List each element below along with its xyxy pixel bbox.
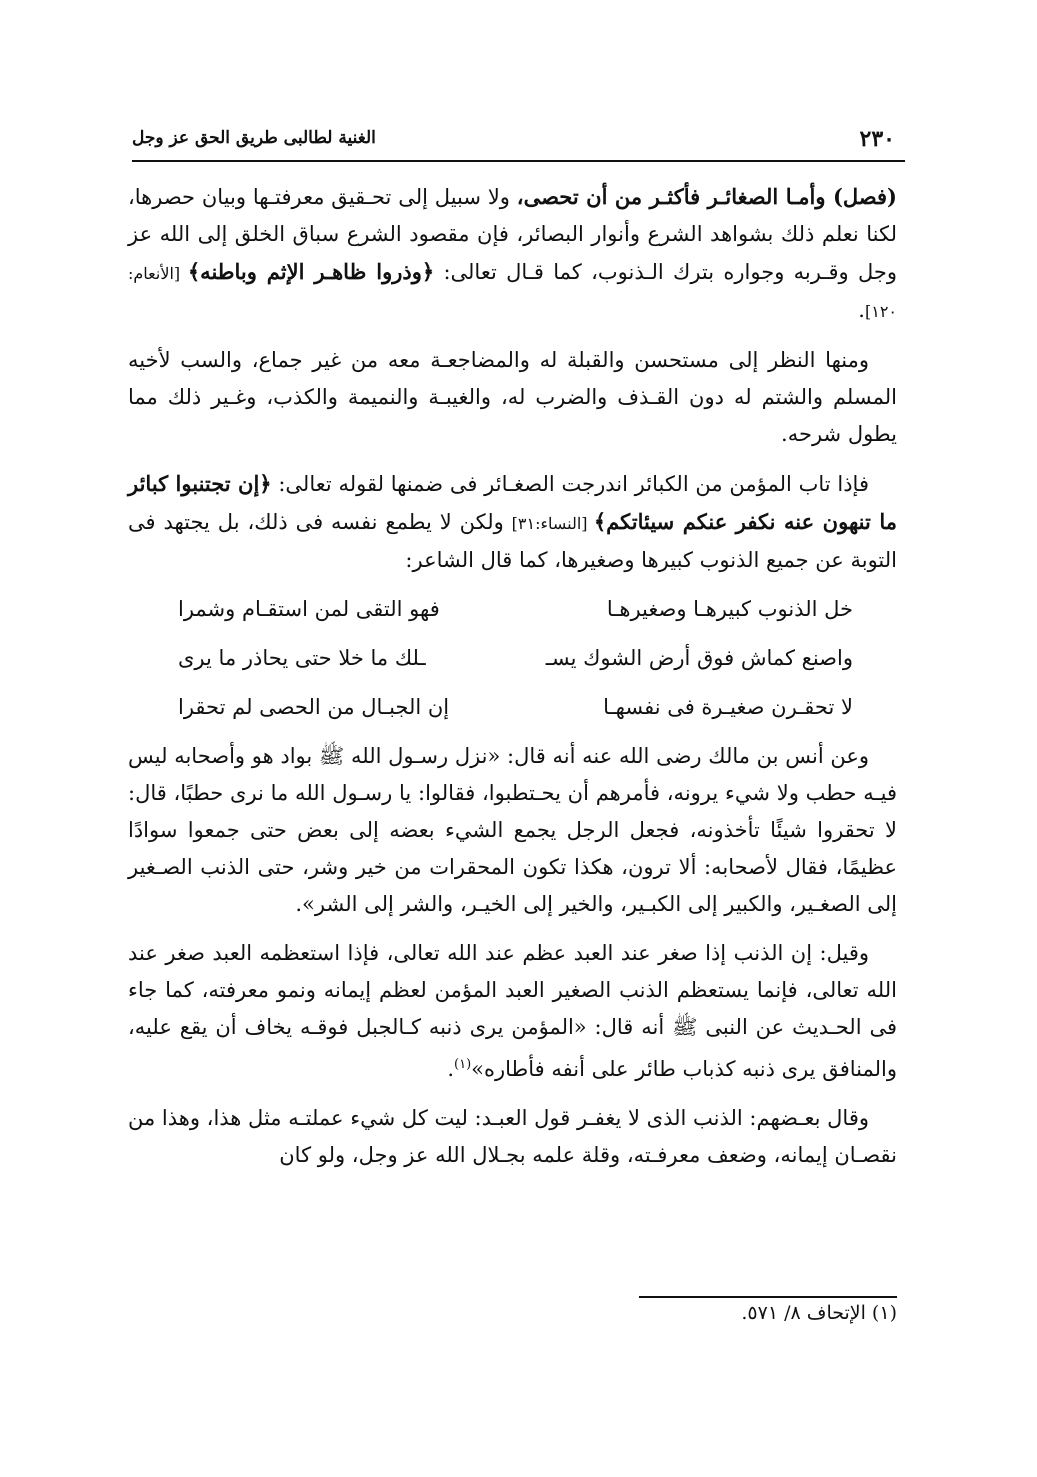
paragraph-hadith-anas: وعن أنس بن مالك رضى الله عنه أنه قال: «نزل رسـول الله ﷺ بواد هو وأصحابه ليس فيـه حطب ولا شيء يرونه، فأمرهم أن يحـتطبوا، فقالوا: يا رسـول الله ما نرى حطبًا، قال: لا تحقروا شيئًا تأخذونه، فجعل الرجل يجمع الشيء بعضه إلى بعض حتى جمعوا سوادًا عظيمًا، فقال لأصحابه: ألا ترون، هكذا تكون المحقرات من خير وشر، حتى الذنب الصـغير إلى الصغـير، والكبير إلى الكبـير، والخير إلى الخيـر، والشر إلى الشر». [128, 744, 897, 916]
verse-first-hemistich: واصنع كماش فوق أرض الشوك يسـ [545, 646, 853, 670]
verse-second-hemistich: إن الجبـال من الحصى لم تحقرا [178, 695, 450, 719]
quran-quote: ﴿إن تجتنبوا كبائر ما تنهون عنه نكفر عنكم سيئاتكم﴾ [128, 471, 897, 534]
running-title: الغنية لطالبى طريق الحق عز وجل [132, 128, 376, 148]
footnote-reference: (١) [454, 1057, 472, 1072]
page-number: ٢٣٠ [859, 126, 895, 152]
paragraph-repentance [128, 465, 897, 579]
paragraph-text: ولا سبيل إلى تحـقيق معرفتـها وبيان حصرها، لكنا نعلم ذلك بشواهد الشرع وأنوار البصائر، فإن مقصود الشرع سباق الخلق إلى الله عز وجل وقـربه وجواره بترك الـذنوب، كما قـال تعالى: [128, 185, 897, 284]
verse-line [128, 591, 897, 628]
quran-quote: ﴿وذروا ظاهـر الإثم وباطنه﴾ [187, 259, 435, 284]
poem-verses [128, 591, 897, 726]
paragraph-text: فإذا تاب المؤمن من الكبائر اندرجت الصغـائر فى ضمنها لقوله تعالى: [271, 472, 869, 496]
verse-second-hemistich: فهو التقى لمن استقـام وشمرا [178, 597, 440, 621]
verse-second-hemistich: ـلك ما خلا حتى يحاذر ما يرى [178, 646, 426, 670]
verse-line [128, 689, 897, 726]
footnote: (١) الإتحاف ٨/ ٥٧١. [741, 1302, 897, 1324]
verse-line [128, 640, 897, 677]
punctuation: . [447, 1057, 454, 1081]
quran-citation: [النساء:٣١] [511, 514, 594, 533]
paragraph-unforgiven-sin: وقال بعـضهم: الذنب الذى لا يغفـر قول العبـد: ليت كل شيء عملتـه مثل هذا، وهذا من نقصـان إيمانه، وضعف معرفـته، وقلة علمه بجـلال الله عز وجل، ولو كان [128, 1106, 897, 1167]
section-heading: (فصل) وأمـا الصغائـر فأكثـر من أن تحصى، [516, 184, 897, 209]
punctuation: . [858, 298, 865, 322]
paragraph-fasl [128, 178, 897, 330]
verse-first-hemistich: لا تحقـرن صغيـرة فى نفسهـا [603, 695, 853, 719]
quran-citation: [الأنعام: ١٢٠] [128, 264, 897, 321]
paragraph-hadith-believer [128, 935, 897, 1088]
footnote-divider [639, 1296, 897, 1298]
paragraph-examples: ومنها النظر إلى مستحسن والقبلة له والمضاجعـة معه من غير جماع، والسب لأخيه المسلم والشتم له دون القـذف والضرب له، والغيبـة والنميمة والكذب، وغـير ذلك مما يطول شرحه. [128, 348, 897, 446]
paragraph-text: ولكن لا يطمع نفسه فى ذلك، بل يجتهد فى التوبة عن جميع الذنوب كبيرها وصغيرها، كما قال الشاعر: [128, 510, 897, 572]
verse-first-hemistich: خل الذنوب كبيرهـا وصغيرهـا [606, 597, 853, 621]
page-header [132, 126, 905, 162]
paragraph-text: وقيل: إن الذنب إذا صغر عند العبد عظم عند الله تعالى، فإذا استعظمه العبد صغر عند الله تعالى، فإنما يستعظم الذنب الصغير العبد المؤمن لعظم إيمانه ونمو معرفته، كما جاء فى الحـديث عن النبى ﷺ أنه قال: «المؤمن يرى ذنبه كـالجبل فوقـه يخاف أن يقع عليه، والمنافق يرى ذنبه كذباب طائر على أنفه فأطاره» [128, 941, 897, 1081]
body-text [128, 178, 897, 1186]
